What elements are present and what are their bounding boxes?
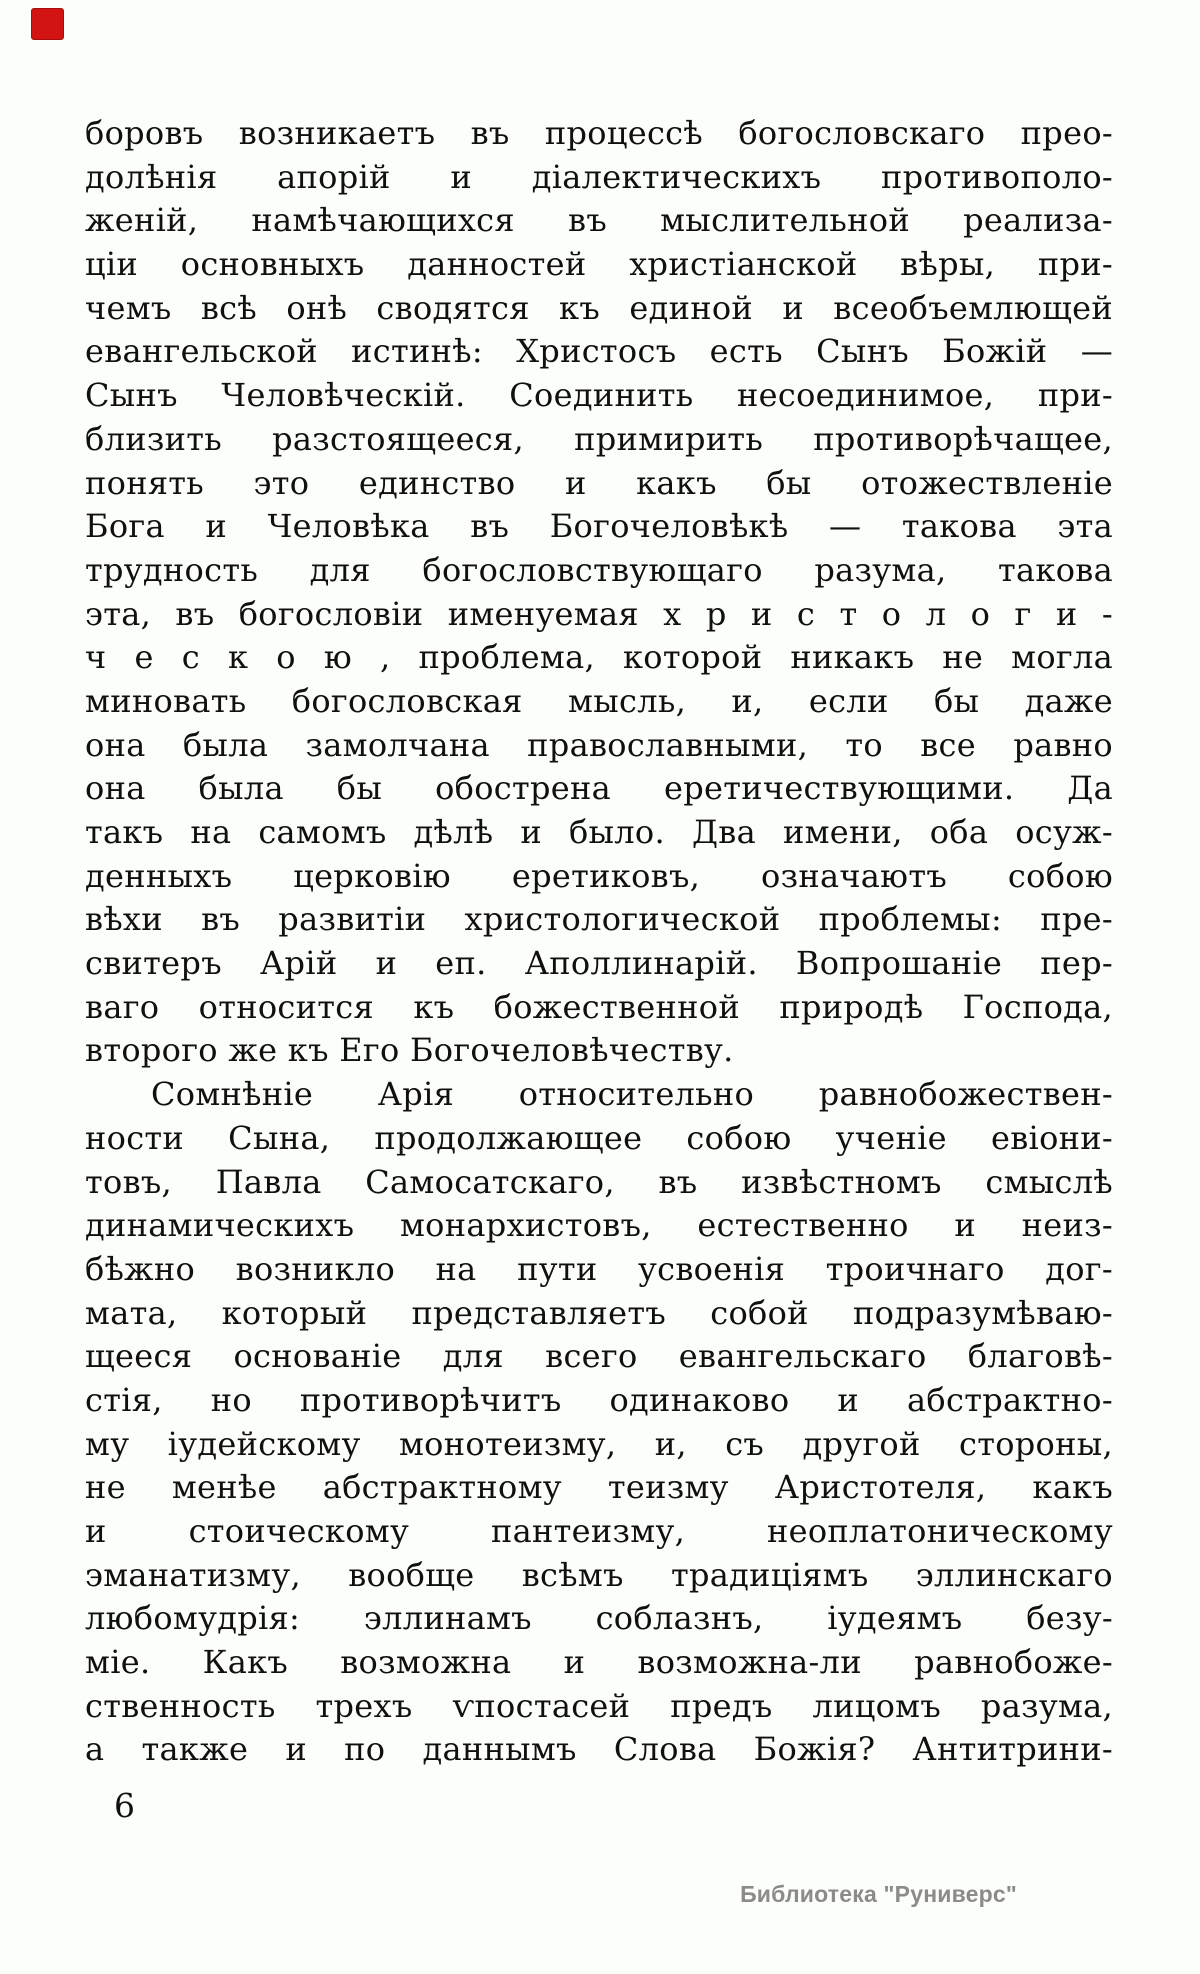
text-line: боровъ возникаетъ въ процессѣ богословскаго прео- xyxy=(85,114,1113,152)
text-line: и стоическому пантеизму, неоплатоническому xyxy=(85,1512,1113,1550)
text-line: щееся основаніе для всего евангельскаго благовѣ- xyxy=(85,1337,1113,1376)
text-line: евангельской истинѣ: Христосъ есть Сынъ Божій — xyxy=(85,332,1113,371)
text-line: близить разстоящееся, примирить противорѣчащее, xyxy=(85,419,1113,458)
text-line: ціи основныхъ данностей христіанской вѣры, при- xyxy=(85,245,1113,284)
text-line: свитеръ Арій и еп. Аполлинарій. Вопрошаніе пер- xyxy=(85,944,1113,983)
text-line: ваго относится къ божественной природѣ Господа, xyxy=(85,987,1113,1026)
text-line: понять это единство и какъ бы отожествленіе xyxy=(85,463,1113,502)
text-line: она была бы обострена еретичествующими. Да xyxy=(85,769,1113,808)
text-line: трудность для богословствующаго разума, такова xyxy=(85,550,1113,589)
text-line: такъ на самомъ дѣлѣ и было. Два имени, оба осуж- xyxy=(85,813,1113,851)
text-line: Бога и Человѣка въ Богочеловѣкѣ — такова эта xyxy=(85,507,1113,546)
red-marker-stamp xyxy=(31,8,64,40)
text-line: она была замолчана православными, то все равно xyxy=(85,725,1113,764)
text-line: эманатизму, вообще всѣмъ традиціямъ эллинскаго xyxy=(85,1555,1113,1594)
text-line: а также и по даннымъ Слова Божія? Антитрини- xyxy=(85,1730,1113,1769)
text-line: второго же къ Его Богочеловѣчеству. xyxy=(85,1031,734,1070)
text-line: чемъ всѣ онѣ сводятся къ единой и всеобъемлющей xyxy=(85,288,1113,327)
text-line: любомудрія: эллинамъ соблазнъ, іудеямъ безу- xyxy=(85,1599,1113,1638)
text-line: мата, который представляетъ собой подразумѣваю- xyxy=(85,1293,1113,1332)
text-line: бѣжно возникло на пути усвоенія троичнаго дог- xyxy=(85,1249,1113,1288)
text-line: женій, намѣчающихся въ мыслительной реализа- xyxy=(85,201,1113,240)
text-line: эта, въ богословіи именуемая х р и с т о л о г и - xyxy=(85,594,1113,633)
text-line: долѣнія апорій и діалектическихъ противополо- xyxy=(85,157,1113,196)
body-text-block xyxy=(85,112,1113,1772)
text-line: динамическихъ монархистовъ, естественно и неиз- xyxy=(85,1206,1113,1245)
text-line: стія, но противорѣчитъ одинаково и абстрактно- xyxy=(85,1380,1113,1419)
text-line: вѣхи въ развитіи христологической проблемы: пре- xyxy=(85,900,1113,939)
text-line: Сынъ Человѣческій. Соединить несоединимое, при- xyxy=(85,376,1113,415)
text-line: денныхъ церковію еретиковъ, означаютъ собою xyxy=(85,856,1113,895)
text-line: не менѣе абстрактному теизму Аристотеля, какъ xyxy=(85,1468,1113,1507)
text-line: ч е с к о ю , проблема, которой никакъ не могла xyxy=(85,638,1113,677)
text-line: ственность трехъ ѵпостасей предъ лицомъ разума, xyxy=(85,1686,1113,1725)
text-line: ности Сына, продолжающее собою ученіе евіони- xyxy=(85,1118,1113,1157)
text-line: миновать богословская мысль, и, если бы даже xyxy=(85,681,1113,720)
text-line: Сомнѣніе Арія относительно равнобожествен- xyxy=(151,1075,1113,1114)
library-watermark: Библиотека "Руниверс" xyxy=(740,1881,1017,1907)
text-line: му іудейскому монотеизму, и, съ другой стороны, xyxy=(85,1424,1113,1463)
text-line: товъ, Павла Самосатскаго, въ извѣстномъ смыслѣ xyxy=(85,1162,1113,1201)
text-line: міе. Какъ возможна и возможна-ли равнобоже- xyxy=(85,1643,1113,1682)
page-number: 6 xyxy=(114,1786,135,1825)
